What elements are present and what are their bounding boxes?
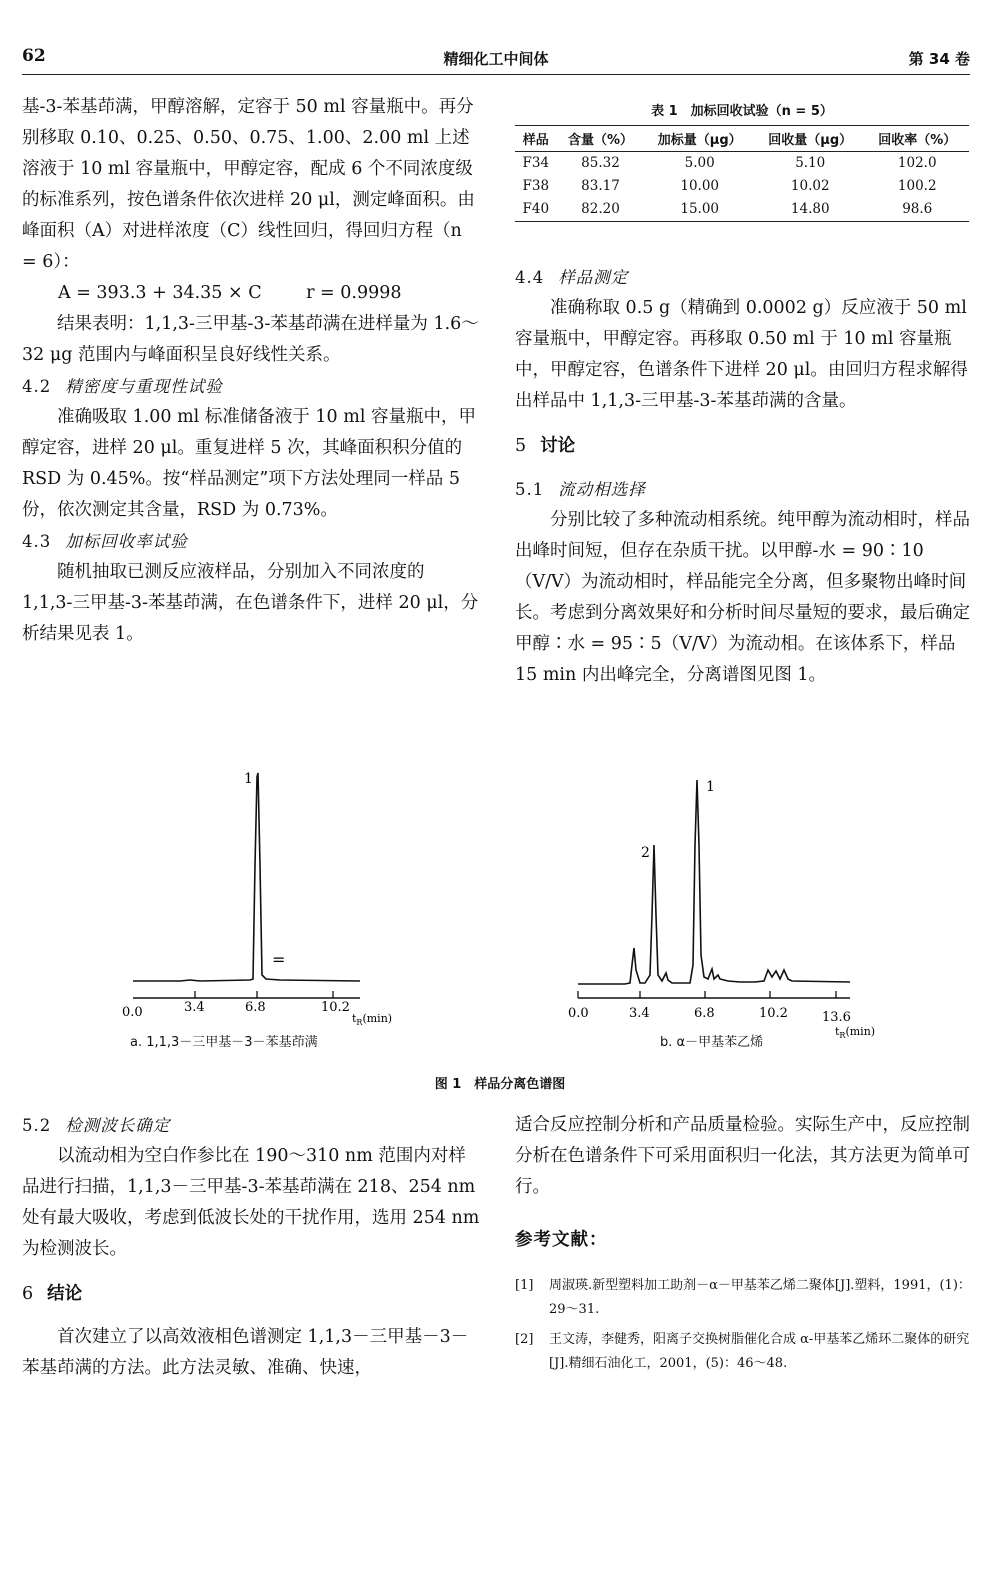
regression-equation: A = 393.3 + 34.35 × C r = 0.9998 — [58, 283, 402, 303]
section-number: 5 — [515, 436, 527, 456]
peak-2-label-b: 2 — [641, 845, 650, 861]
section-heading-4-2 — [22, 371, 480, 402]
table-1 — [515, 100, 969, 222]
section-title: 结论 — [47, 1284, 83, 1304]
axis-label-b — [835, 1025, 875, 1040]
table-row — [515, 175, 969, 198]
section-title: 精密度与重现性试验 — [65, 377, 223, 396]
table-cell: 15.00 — [644, 198, 755, 222]
subfigure-a-caption: a. 1,1,3－三甲基－3－苯基茚满 — [130, 1035, 318, 1050]
reference-item — [515, 1274, 971, 1322]
page-number: 62 — [22, 46, 46, 66]
table-cell: 102.0 — [897, 155, 937, 171]
table-header-row — [515, 126, 969, 152]
section-heading-5 — [515, 431, 971, 462]
table-cell: 82.20 — [557, 198, 645, 222]
recovery-table — [515, 125, 969, 222]
section-title: 样品测定 — [558, 268, 629, 287]
reference-number: [1] — [515, 1278, 534, 1293]
figure-caption: 图 1 样品分离色谱图 — [434, 1077, 566, 1092]
tick-label: 13.6 — [822, 1010, 851, 1025]
volume-label: 第 34 卷 — [908, 50, 970, 68]
paragraph: 基-3-苯基茚满，甲醇溶解，定容于 50 ml 容量瓶中。再分别移取 0.10、0.25、0.50、0.75、1.00、2.00 ml 上述溶液于 10 ml 容量瓶中，甲醇定容，配成 6 个不同浓度级的标准系列，按色谱条件依次进样 20 μl，测定峰面积。由峰面积（A）对进样浓度（C）线性回归，得回归方程（n = 6）： — [22, 97, 475, 272]
axis-unit: (min) — [362, 1012, 393, 1025]
column-header: 含量（%） — [557, 126, 645, 152]
table-cell: F34 — [522, 155, 550, 171]
tick-label: 3.4 — [184, 1000, 205, 1015]
peak-1-label-a: 1 — [244, 771, 253, 787]
reference-text: 周淑瑛.新型塑料加工助剂－α－甲基苯乙烯二聚体[J].塑料，1991，(1)：29～31. — [549, 1278, 971, 1317]
table-cell: 98.6 — [865, 198, 969, 222]
bottom-right-column — [515, 1110, 971, 1382]
section-title: 加标回收率试验 — [65, 532, 188, 551]
reference-text: 王文涛，李健秀，阳离子交换树脂催化合成 α-甲基苯乙烯环二聚体的研究[J].精细石油化工，2001，(5)：46～48. — [549, 1332, 970, 1371]
paragraph: 随机抽取已测反应液样品，分别加入不同浓度的 1,1,3-三甲基-3-苯基茚满，在色谱条件下，进样 20 μl，分析结果见表 1。 — [22, 562, 479, 644]
section-heading-4-3 — [22, 526, 480, 557]
table-cell: 10.00 — [680, 178, 720, 194]
axis-sub: R — [839, 1031, 846, 1040]
axis-sub: R — [356, 1018, 363, 1027]
table-cell: 5.10 — [795, 155, 826, 171]
paragraph: 准确称取 0.5 g（精确到 0.0002 g）反应液于 50 ml 容量瓶中，甲醇定容。再移取 0.50 ml 于 10 ml 容量瓶中，甲醇定容，色谱条件下进样 20 μl。由回归方程求解得出样品中 1,1,3-三甲基-3-苯基茚满的含量。 — [515, 298, 968, 411]
peak-1-label-b: 1 — [706, 779, 715, 795]
paragraph: 以流动相为空白作参比在 190～310 nm 范围内对样品进行扫描，1,1,3－三甲基-3-苯基茚满在 218、254 nm 处有最大吸收，考虑到低波长处的干扰作用，选用 254 nm 为检测波长。 — [22, 1146, 480, 1259]
bottom-left-column — [22, 1110, 480, 1384]
table-cell: 85.32 — [581, 155, 620, 171]
tick-label: 0.0 — [122, 1005, 143, 1020]
axis-label-a — [352, 1012, 392, 1027]
column-header: 加标量（μg） — [644, 126, 755, 152]
paragraph: 准确吸取 1.00 ml 标准储备液于 10 ml 容量瓶中，甲醇定容，进样 20 μl。重复进样 5 次，其峰面积积分值的 RSD 为 0.45%。按“样品测定”项下方法处理同一样品 5 份，依次测定其含量，RSD 为 0.73%。 — [22, 407, 476, 520]
left-column — [22, 92, 480, 650]
chromatogram-a — [122, 771, 392, 1027]
journal-title: 精细化工中间体 — [443, 50, 549, 68]
section-number: 5.1 — [515, 480, 545, 499]
table-row — [515, 152, 969, 176]
tick-label: 10.2 — [759, 1006, 788, 1021]
table-cell: 14.80 — [755, 198, 866, 222]
tick-label: 6.8 — [694, 1006, 715, 1021]
section-number: 4.2 — [22, 377, 52, 396]
right-column — [515, 262, 971, 691]
reference-number: [2] — [515, 1332, 534, 1347]
section-heading-5-2 — [22, 1110, 480, 1141]
table-cell: F40 — [515, 198, 557, 222]
tick-label: 10.2 — [321, 1000, 350, 1015]
peak-eq-label-a: = — [272, 950, 286, 969]
axis-t: t — [835, 1025, 840, 1038]
subfigure-b-caption: b. α－甲基苯乙烯 — [660, 1035, 764, 1050]
paragraph: 首次建立了以高效液相色谱测定 1,1,3－三甲基－3－苯基茚满的方法。此方法灵敏、准确、快速， — [22, 1327, 469, 1378]
section-title: 检测波长确定 — [65, 1116, 171, 1135]
table-caption: 表 1 加标回收试验（n = 5） — [651, 104, 833, 119]
table-cell: 83.17 — [581, 178, 620, 194]
column-header: 样品 — [515, 126, 557, 152]
section-title: 流动相选择 — [558, 480, 646, 499]
table-cell: 10.02 — [790, 178, 830, 194]
section-number: 5.2 — [22, 1116, 52, 1135]
axis-unit: (min) — [845, 1025, 876, 1038]
paragraph: 结果表明：1,1,3-三甲基-3-苯基茚满在进样量为 1.6～32 μg 范围内与峰面积呈良好线性关系。 — [22, 314, 479, 365]
table-cell: F38 — [522, 178, 550, 194]
references-list — [515, 1274, 971, 1376]
trace-b — [578, 780, 850, 984]
table-cell: 5.00 — [684, 155, 715, 171]
axis-t: t — [352, 1012, 357, 1025]
section-heading-5-1 — [515, 474, 971, 505]
trace-a — [133, 773, 360, 981]
column-header: 回收量（μg） — [755, 126, 866, 152]
section-title: 讨论 — [540, 436, 576, 456]
page-header — [22, 46, 970, 75]
table-row — [515, 198, 969, 222]
figure-1 — [100, 765, 900, 1095]
section-number: 4.4 — [515, 268, 545, 287]
section-number: 6 — [22, 1284, 34, 1304]
tick-label: 3.4 — [629, 1006, 650, 1021]
section-heading-6 — [22, 1279, 480, 1310]
section-heading-4-4 — [515, 262, 971, 293]
section-number: 4.3 — [22, 532, 52, 551]
paragraph: 适合反应控制分析和产品质量检验。实际生产中，反应控制分析在色谱条件下可采用面积归一化法，其方法更为简单可行。 — [515, 1115, 970, 1197]
chromatogram-b — [568, 779, 875, 1040]
reference-item — [515, 1328, 971, 1376]
tick-label: 0.0 — [568, 1006, 589, 1021]
column-header: 回收率（%） — [865, 126, 969, 152]
paragraph: 分别比较了多种流动相系统。纯甲醇为流动相时，样品出峰时间短，但存在杂质干扰。以甲醇-水 = 90∶10（V/V）为流动相时，样品能完全分离，但多聚物出峰时间长。考虑到分离效果好和分析时间尽量短的要求，最后确定甲醇∶水 = 95∶5（V/V）为流动相。在该体系下，样品 15 min 内出峰完全，分离谱图见图 1。 — [515, 510, 970, 685]
tick-label: 6.8 — [245, 1000, 266, 1015]
references-title: 参考文献： — [515, 1230, 608, 1250]
table-cell: 100.2 — [897, 178, 937, 194]
